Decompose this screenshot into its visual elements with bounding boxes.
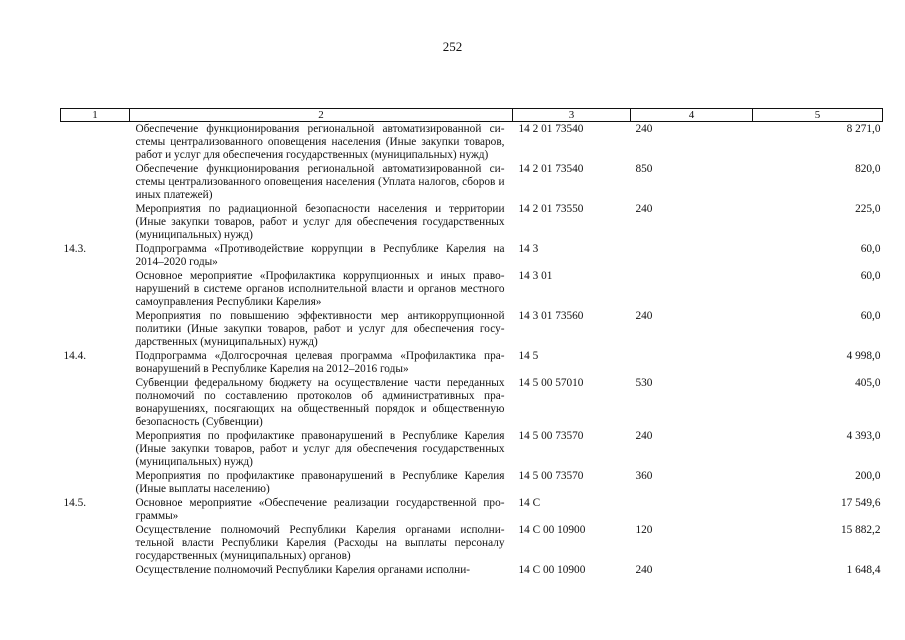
row-number [61, 564, 130, 578]
row-amount: 60,0 [860, 270, 881, 282]
row-number: 14.3. [63, 243, 87, 255]
row-expense-type: 530 [635, 377, 653, 389]
table-row [61, 122, 883, 164]
row-code: 14 2 01 73550 [518, 203, 584, 215]
row-code: 14 С 00 10900 [518, 564, 586, 576]
row-expense-type [631, 270, 753, 310]
row-number [61, 524, 130, 564]
row-name: Подпрограмма «Долгосрочная целевая программа «Профилактика правонарушений в Республике Карелия на 2012–2016 годы» [135, 350, 505, 375]
header-col-3: 3 [513, 109, 631, 122]
row-expense-type: 850 [635, 163, 653, 175]
header-col-5: 5 [753, 109, 883, 122]
row-expense-type: 240 [635, 123, 653, 135]
row-code: 14 3 [518, 243, 539, 255]
table-row [61, 524, 883, 564]
row-code: 14 5 [518, 350, 539, 362]
row-code: 14 2 01 73540 [518, 123, 584, 135]
row-expense-type [631, 350, 753, 377]
row-code: 14 С 00 10900 [518, 524, 586, 536]
row-number [61, 122, 130, 164]
row-amount: 17 549,6 [840, 497, 881, 509]
row-number [61, 203, 130, 243]
row-amount: 60,0 [860, 310, 881, 322]
row-expense-type: 240 [635, 310, 653, 322]
row-code: 14 3 01 73560 [518, 310, 584, 322]
header-col-4: 4 [631, 109, 753, 122]
row-number: 14.4. [63, 350, 87, 362]
row-expense-type: 240 [635, 203, 653, 215]
table-row [61, 564, 883, 578]
row-number: 14.5. [63, 497, 87, 509]
page-number: 252 [442, 39, 463, 54]
row-amount: 200,0 [855, 470, 881, 482]
budget-table [60, 108, 883, 578]
table-row [61, 350, 883, 377]
row-number [61, 270, 130, 310]
header-col-2: 2 [130, 109, 513, 122]
row-code: 14 5 00 57010 [518, 377, 584, 389]
row-amount: 15 882,2 [840, 524, 881, 536]
row-name: Мероприятия по профилактике правонарушений в Республике Карелия (Иные закупки товаров, работ и услуг для обеспечения государственных (муниципальных) нужд) [135, 430, 505, 468]
row-code: 14 С [518, 497, 541, 509]
row-name: Основное мероприятие «Профилактика коррупционных и иных правонарушений в системе органов исполнительной власти и органов местного самоуправления Республики Карелия» [135, 270, 505, 308]
row-code: 14 2 01 73540 [518, 163, 584, 175]
row-code: 14 5 00 73570 [518, 430, 584, 442]
row-amount: 225,0 [855, 203, 881, 215]
row-amount: 60,0 [860, 243, 881, 255]
table-row [61, 470, 883, 497]
table-body [61, 122, 883, 579]
row-amount: 8 271,0 [846, 123, 881, 135]
row-expense-type: 120 [635, 524, 653, 536]
row-amount: 1 648,4 [846, 564, 881, 576]
row-name: Обеспечение функционирования региональной автоматизированной системы централизованного оповещения населения (Иные закупки товаров, работ и услуг для обеспечения государственных (муниципальных) нужд) [135, 123, 505, 161]
row-expense-type [631, 243, 753, 270]
row-name: Осуществление полномочий Республики Карелия органами исполнительной власти Республики Карелия (Расходы на выплаты персоналу государственных (муниципальных) органов) [135, 524, 505, 562]
row-number [61, 163, 130, 203]
header-col-1: 1 [61, 109, 130, 122]
row-name: Мероприятия по повышению эффективности мер антикоррупционной политики (Иные закупки товаров, работ и услуг для обеспечения государственных (муниципальных) нужд) [135, 310, 505, 348]
row-code: 14 5 00 73570 [518, 470, 584, 482]
table-row [61, 430, 883, 470]
table-row [61, 270, 883, 310]
table-row [61, 163, 883, 203]
table-header [61, 109, 883, 122]
row-number [61, 377, 130, 430]
row-name: Осуществление полномочий Республики Карелия органами исполни- [135, 564, 471, 576]
row-expense-type: 240 [635, 564, 653, 576]
row-number [61, 430, 130, 470]
table-row [61, 377, 883, 430]
row-expense-type: 360 [635, 470, 653, 482]
table-row [61, 243, 883, 270]
row-expense-type [631, 497, 753, 524]
row-number [61, 470, 130, 497]
table-row [61, 310, 883, 350]
row-code: 14 3 01 [518, 270, 553, 282]
table-row [61, 497, 883, 524]
row-name: Основное мероприятие «Обеспечение реализации государственной программы» [135, 497, 505, 522]
row-name: Субвенции федеральному бюджету на осуществление части переданных полномочий по составлению протоколов об административных правонарушениях, посягающих на общественный порядок и общественную безопасность (Субвенции) [135, 377, 505, 428]
row-amount: 4 998,0 [846, 350, 881, 362]
row-amount: 405,0 [855, 377, 881, 389]
row-name: Подпрограмма «Противодействие коррупции в Республике Карелия на 2014–2020 годы» [135, 243, 505, 268]
table-row [61, 203, 883, 243]
row-expense-type: 240 [635, 430, 653, 442]
row-amount: 4 393,0 [846, 430, 881, 442]
row-number [61, 310, 130, 350]
row-amount: 820,0 [855, 163, 881, 175]
row-name: Мероприятия по профилактике правонарушений в Республике Карелия (Иные выплаты населению) [135, 470, 505, 495]
row-name: Мероприятия по радиационной безопасности населения и территории (Иные закупки товаров, работ и услуг для обеспечения государственных (муниципальных) нужд) [135, 203, 505, 241]
row-name: Обеспечение функционирования региональной автоматизированной системы централизованного оповещения населения (Уплата налогов, сборов и иных платежей) [135, 163, 505, 201]
